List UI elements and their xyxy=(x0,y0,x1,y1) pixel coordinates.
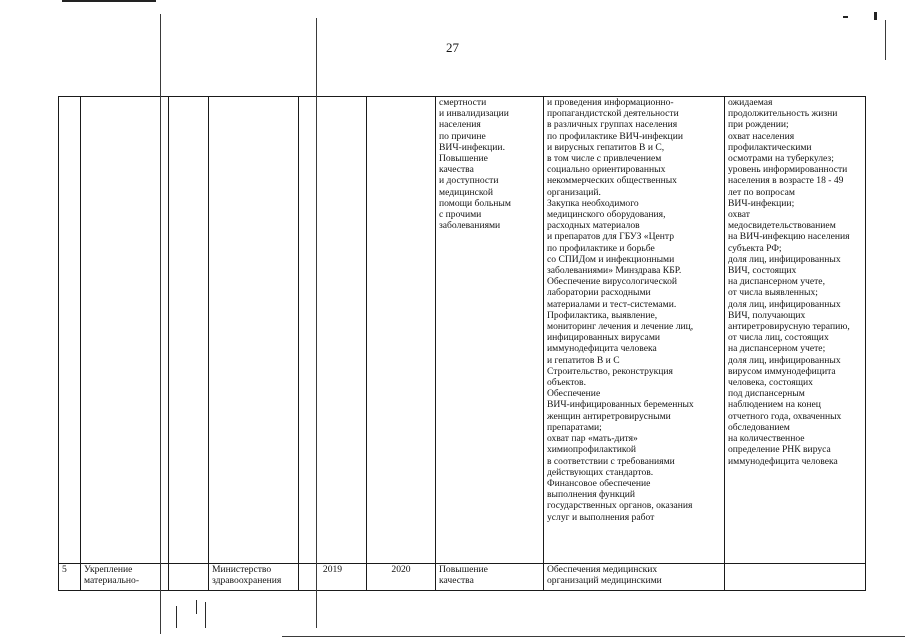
text-line: и гепатитов В и С xyxy=(547,354,620,366)
scan-tick xyxy=(196,600,197,614)
text-line: смертности xyxy=(439,97,487,108)
measures-text xyxy=(547,97,721,523)
text-line: действующих стандартов. xyxy=(547,466,654,478)
text-line: ВИЧ-инфекции; xyxy=(728,197,795,209)
text-line: со СПИДом и инфекционными xyxy=(547,253,675,265)
text-line: иммунодефицита человека xyxy=(728,455,838,467)
text-line: доля лиц, инфицированных xyxy=(728,298,841,310)
text-line: по профилактике ВИЧ-инфекции xyxy=(547,130,683,142)
text-line: Обеспечение вирусологической xyxy=(547,276,677,288)
text-line: помощи больным xyxy=(439,197,511,209)
text-line: вирусом иммунодефицита xyxy=(728,365,836,377)
text-line: доля лиц, инфицированных xyxy=(728,354,841,366)
text-line: антиретровирусную терапию, xyxy=(728,321,850,333)
cell-indicators xyxy=(725,97,866,564)
text-line: Повышение xyxy=(439,153,488,165)
text-line: в том числе с привлечением xyxy=(547,153,662,165)
cell-name xyxy=(81,564,169,591)
text-line: от числа лиц, состоящих xyxy=(728,332,829,344)
text-line: и проведения информационно- xyxy=(547,97,674,108)
text-line: на диспансерном учете, xyxy=(728,276,825,288)
text-line: инфицированных вирусами xyxy=(547,332,661,344)
scan-line-right xyxy=(885,20,886,60)
text-line: и доступности xyxy=(439,175,499,187)
text-line: Обеспечение xyxy=(547,388,601,400)
executor-text xyxy=(212,564,295,586)
text-line: населения в возрасте 18 - 49 xyxy=(728,175,844,187)
text-line: материалами и тест-системами. xyxy=(547,298,677,310)
cell-goal xyxy=(436,97,544,564)
text-line: женщин антиретровирусными xyxy=(547,410,671,422)
text-line: на количественное xyxy=(728,433,805,445)
text-line: наблюдением на конец xyxy=(728,399,821,411)
text-line: Закупка необходимого xyxy=(547,197,639,209)
cell-indicators xyxy=(725,564,866,591)
text-line: материально- xyxy=(84,575,140,587)
text-line: и инвалидизации xyxy=(439,108,509,120)
scan-mark-top-right xyxy=(843,16,848,18)
text-line: услуг и выполнения работ xyxy=(547,511,655,523)
text-line: организаций. xyxy=(547,186,601,198)
scan-line-mid xyxy=(316,18,317,628)
goal-text xyxy=(439,564,540,586)
cell-start-year: 2019 xyxy=(299,564,367,591)
text-line: лаборатории расходными xyxy=(547,287,651,299)
text-line: по причине xyxy=(439,130,486,142)
text-line: под диспансерным xyxy=(728,388,805,400)
text-line: в соответствии с требованиями xyxy=(547,455,675,467)
page-number: 27 xyxy=(446,40,459,55)
text-line: медосвидетельствованием xyxy=(728,220,836,232)
text-line: Обеспечения медицинских xyxy=(547,564,658,575)
text-line: на диспансерном учете; xyxy=(728,343,826,355)
text-line: химиопрофилактикой xyxy=(547,444,637,456)
text-line: населения xyxy=(439,119,481,131)
cell-start-year xyxy=(299,97,367,564)
cell-name xyxy=(81,97,169,564)
scan-mark-top-right-2 xyxy=(874,12,877,20)
text-line: с прочими xyxy=(439,209,482,221)
text-line: охват населения xyxy=(728,130,795,142)
indicators-text xyxy=(728,97,862,467)
scan-tick xyxy=(205,602,206,628)
table-row xyxy=(59,97,866,564)
text-line: осмотрами на туберкулез; xyxy=(728,153,834,165)
text-line: продолжительность жизни xyxy=(728,108,838,120)
text-line: иммунодефицита человека xyxy=(547,343,657,355)
text-line: препаратами; xyxy=(547,421,602,433)
name-text xyxy=(84,564,165,586)
cell-end-year xyxy=(367,97,436,564)
text-line: мониторинг лечения и лечение лиц, xyxy=(547,321,694,333)
text-line: ВИЧ-инфицированных беременных xyxy=(547,399,694,411)
text-line: доля лиц, инфицированных xyxy=(728,253,841,265)
cell-blank xyxy=(169,97,209,564)
text-line: обследованием xyxy=(728,421,790,433)
text-line: на ВИЧ-инфекцию населения xyxy=(728,231,850,243)
text-line: отчетного года, охваченных xyxy=(728,410,842,422)
text-line: в различных группах населения xyxy=(547,119,678,131)
cell-executor xyxy=(209,97,299,564)
program-table xyxy=(58,96,866,591)
text-line: качества xyxy=(439,575,474,587)
cell-blank xyxy=(169,564,209,591)
text-line: медицинского оборудования, xyxy=(547,209,666,221)
text-line: пропагандистской деятельности xyxy=(547,108,679,120)
text-line: медицинской xyxy=(439,186,493,198)
text-line: ВИЧ-инфекции. xyxy=(439,141,505,153)
cell-number xyxy=(59,97,81,564)
cell-goal xyxy=(436,564,544,591)
text-line: профилактическими xyxy=(728,141,812,153)
scan-tick xyxy=(176,606,177,628)
cell-number: 5 xyxy=(59,564,81,591)
text-line: лет по вопросам xyxy=(728,186,795,198)
text-line: здравоохранения xyxy=(212,575,282,587)
text-line: ожидаемая xyxy=(728,97,773,108)
text-line: и вирусных гепатитов В и С, xyxy=(547,141,665,153)
text-line: Профилактика, выявление, xyxy=(547,309,658,321)
text-line: от числа выявленных; xyxy=(728,287,818,299)
text-line: ВИЧ, состоящих xyxy=(728,265,797,277)
text-line: качества xyxy=(439,164,474,176)
cell-end-year: 2020 xyxy=(367,564,436,591)
goal-text xyxy=(439,97,540,231)
text-line: объектов. xyxy=(547,377,586,389)
text-line: ВИЧ, получающих xyxy=(728,309,806,321)
cell-measures xyxy=(544,564,725,591)
text-line: субъекта РФ; xyxy=(728,242,782,254)
text-line: определение РНК вируса xyxy=(728,444,831,456)
text-line: и препаратов для ГБУЗ «Центр xyxy=(547,231,675,243)
text-line: социально ориентированных xyxy=(547,164,666,176)
text-line: некоммерческих общественных xyxy=(547,175,677,187)
text-line: человека, состоящих xyxy=(728,377,813,389)
text-line: организаций медицинскими xyxy=(547,575,662,587)
text-line: охват xyxy=(728,209,750,221)
text-line: Министерство xyxy=(212,564,272,575)
table-row xyxy=(59,564,866,591)
cell-measures xyxy=(544,97,725,564)
text-line: заболеваниями» Минздрава КБР. xyxy=(547,265,682,277)
text-line: Финансовое обеспечение xyxy=(547,477,651,489)
text-line: заболеваниями xyxy=(439,220,501,232)
text-line: выполнения функций xyxy=(547,489,636,501)
scan-mark-top-left xyxy=(62,0,156,2)
text-line: при рождении; xyxy=(728,119,789,131)
text-line: Повышение xyxy=(439,564,488,575)
measures-text xyxy=(547,564,721,586)
text-line: уровень информированности xyxy=(728,164,848,176)
scan-line-left xyxy=(160,14,161,634)
text-line: расходных материалов xyxy=(547,220,640,232)
text-line: по профилактике и борьбе xyxy=(547,242,655,254)
text-line: Укрепление xyxy=(84,564,133,575)
text-line: государственных органов, оказания xyxy=(547,500,693,512)
text-line: Строительство, реконструкция xyxy=(547,365,673,377)
cell-executor xyxy=(209,564,299,591)
text-line: охват пар «мать-дитя» xyxy=(547,433,638,445)
scan-line-bottom xyxy=(282,636,905,637)
